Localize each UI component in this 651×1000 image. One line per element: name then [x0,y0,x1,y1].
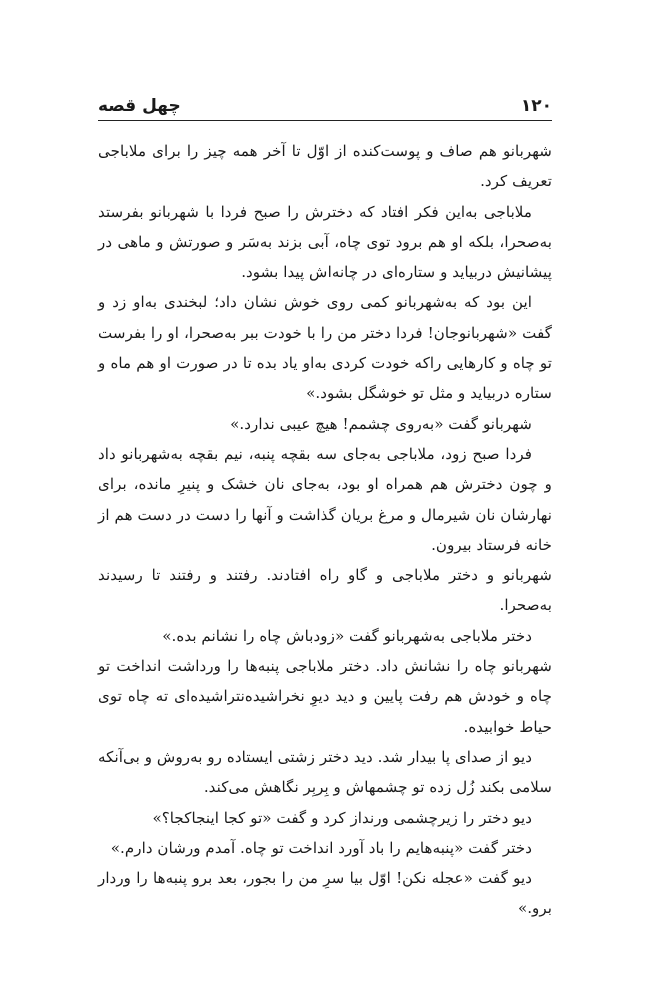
paragraph: شهربانو هم صاف و پوست‌کنده از اوّل تا آخر همه چیز را برای ملاباجی تعریف کرد. [98,142,552,191]
paragraph: دختر ملاباجی به‌شهربانو گفت «زودباش چاه را نشانم بده.» [162,626,532,645]
paragraph: شهربانو و دختر ملاباجی و گاو راه افتادند. رفتند و رفتند تا رسیدند به‌صحرا. [98,566,552,615]
paragraph: شهربانو چاه را نشانش داد. دختر ملاباجی پنبه‌ها را ورداشت انداخت تو چاه و خودش هم رفت پایین و دید دیوِ نخراشیده‌نتراشیده‌ای ته چاه توی حیاط خوابیده. [98,657,552,736]
paragraph: دختر گفت «پنبه‌هایم را باد آورد انداخت تو چاه. آمدم ورشان دارم.» [110,838,532,857]
paragraph: این بود که به‌شهربانو کمی روی خوش نشان داد؛ لبخندی به‌او زد و گفت «شهربانوجان! فردا دختر من را با خودت ببر به‌صحرا، او را بفرست تو چاه و کارهایی راکه خودت کردی به‌او یاد بده تا در صورت او هم ماه و ستاره دربیاید و مثل تو خوشگل بشود.» [98,293,552,403]
paragraph: دیو دختر را زیرچشمی ورنداز کرد و گفت «تو کجا اینجاکجا؟» [152,808,532,827]
book-title: چهل قصه [98,96,181,116]
page-number: ۱۲۰ [520,96,552,116]
header-rule [98,120,552,121]
paragraph: دیو گفت «عجله نکن! اوّل بیا سرِ من را بجور، بعد برو پنبه‌ها را وردار برو.» [98,869,552,918]
paragraph: شهربانو گفت «به‌روی چشمم! هیچ عیبی ندارد.» [230,414,532,433]
running-header [98,92,552,116]
paragraph: دیو از صدای پا بیدار شد. دید دختر زشتی ایستاده رو به‌روش و بی‌آنکه سلامی بکند زُل زده تو چشمهاش و بِربِر نگاهش می‌کند. [98,747,552,797]
paragraph: فردا صبح زود، ملاباجی به‌جای سه بقچه پنبه، نیم بقچه به‌شهربانو داد و چون دخترش هم همراه او بود، به‌جای نان خشک و پنیرِ مانده، برای نهارشان نان شیرمال و مرغ بریان گذاشت و آنها را دست در دست هم از خانه فرستاد بیرون. [98,444,552,554]
paragraph: ملاباجی به‌این فکر افتاد که دخترش را صبح فردا با شهربانو بفرستد به‌صحرا، بلکه او هم برود توی چاه، آبی بزند به‌سَر و صورتش و ماهی در پیشانیش دربیاید و ستاره‌ای در چانه‌اش پیدا بشود. [98,202,552,282]
story-text [98,136,552,924]
